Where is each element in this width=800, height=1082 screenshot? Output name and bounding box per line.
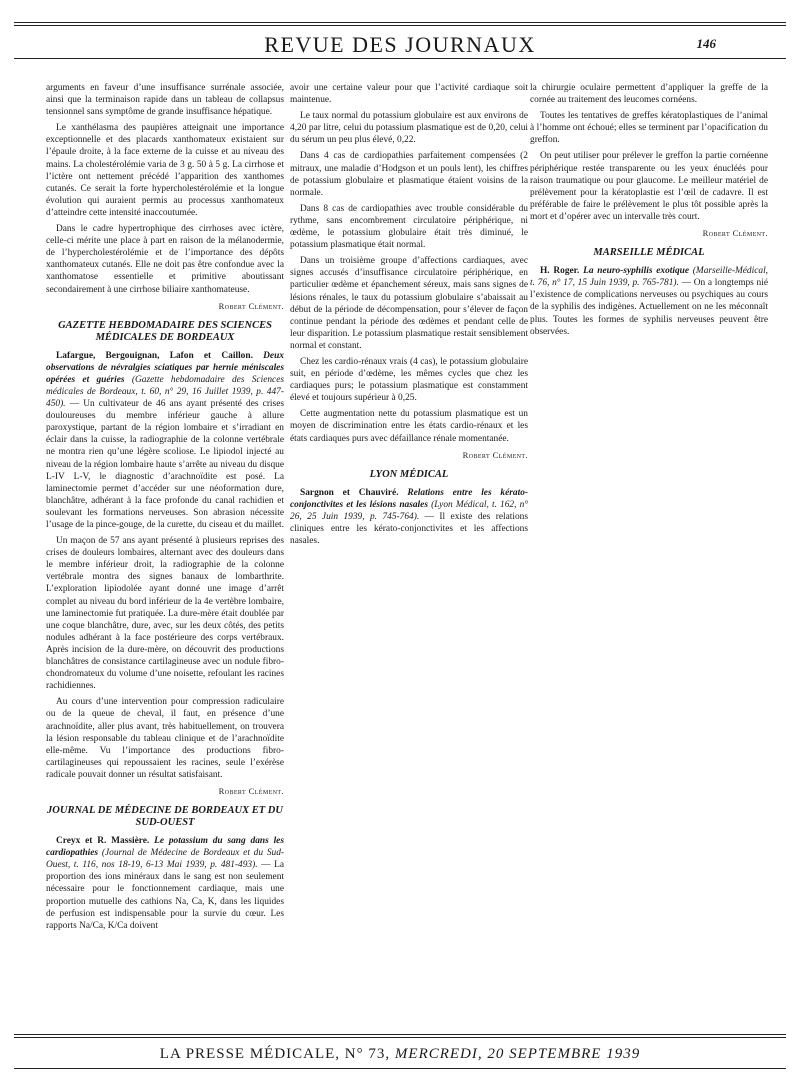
article-authors: H. Roger. — [540, 266, 580, 277]
section-title: GAZETTE HEBDOMADAIRE DES SCIENCES MÉDICALES DE BORDEAUX — [58, 319, 272, 343]
header-rule-top — [14, 22, 786, 23]
article-authors: Lafargue, Bergouignan, Lafon et Caillon. — [56, 350, 253, 361]
paragraph: Cette augmentation nette du potassium plasmatique est un moyen de discrimination entre les états cardio-rénaux et les états cardiaques purs avec défaillance rénale momentanée. — [290, 409, 528, 444]
paragraph: On peut utiliser pour prélever le greffon la partie cornéenne périphérique restée transparente ou les yeux énucléés pour raison traumatique ou pour glaucome. Le meilleur matériel de prélèvement pour la kératoplastie est l’œil de cadavre. Il est préférable de faire le prélèvement le plus tôt possible après la mort et d’opérer avec un intervalle très court. — [530, 151, 768, 222]
header-rule-bottom — [14, 58, 786, 59]
article-entry — [290, 487, 528, 547]
article-source: (Gazette hebdomadaire des Sciences médicales de Bordeaux, t. 60, n° 29, 16 Juillet 1939, p. 447-450). — [46, 374, 285, 410]
paragraph: arguments en faveur d’une insuffisance surrénale associée, ainsi que la terminaison rapide dans un tableau de collapsus tensionnel sans symptôme de grande insuffisance hépatique. — [46, 83, 284, 118]
journal-title: REVUE DES JOURNAUX — [264, 32, 536, 57]
article-entry — [530, 265, 768, 338]
article-title: Deux observations de névralgies sciatiques par hernie méniscales opérées et guéries — [46, 350, 284, 385]
paragraph: Un maçon de 57 ans ayant présenté à plusieurs reprises des crises de douleurs lombaires, alternant avec des douleurs dans le membre inférieur droit, la radiographie de la colonne vertébrale montra des signes banaux de lombarthrite. L’exploration lipiodolée ayant donné une image d’arrêt complet au niveau du bord inférieur de la 4e vertèbre lombaire, une laminectomie fut pratiquée. La dure-mère était doublée par une coque blanchâtre, dure, avec, sur les deux côtés, des petits nodules adhérant à la face postérieure des corps vertébraux. Après incision de la dure-mère, on découvrit des productions blanchâtres de consistance cartilagineuse avec un nodule fibro-chondromateux du volume d’une noisette, refoulant les racines rachidiennes. — [46, 536, 284, 692]
signature: Robert Clément. — [218, 300, 284, 311]
page-number: 146 — [696, 36, 716, 51]
article-entry — [46, 835, 284, 932]
footer-line — [0, 1046, 800, 1063]
paragraph: Toutes les tentatives de greffes kératoplastiques de l’animal à l’homme ont échoué; elles se terminent par l’opacification du greffon. — [530, 111, 768, 146]
paragraph: Au cours d’une intervention pour compression radiculaire ou de la queue de cheval, il faut, en présence d’une arachnoïdite, aller plus avant, très habituellement, on trouvera la lésion responsable du tableau clinique et de l’arachnoïdite elle-même. Vu l’importance des productions fibro-cartilagineuses qui repoussaient les racines, seule l’exérèse radicale pouvait donner un résultat satisfaisant. — [46, 697, 284, 780]
paragraph: avoir une certaine valeur pour que l’activité cardiaque soit maintenue. — [290, 83, 528, 106]
footer-publication: LA PRESSE MÉDICALE, N° 73, — [159, 1046, 391, 1062]
column-left — [46, 82, 284, 936]
paragraph: la chirurgie oculaire permettent d’appliquer la greffe de la cornée au traitement des leucomes cornéens. — [530, 83, 768, 106]
article-title: Relations entre les kérato-conjonctivites et les lésions nasales — [290, 487, 529, 510]
article-text: — Il existe des relations cliniques entre les kérato-conjonctivites et les affections nasales. — [290, 511, 529, 547]
signature: Robert Clément. — [702, 228, 768, 239]
article-text: — Un cultivateur de 46 ans ayant présenté des crises douloureuses du membre inférieur gauche à allure paroxystique, partant de la région lombaire et s’irradiant en éclair dans la cuisse, la radiographie de la colonne vertébrale ne montra rien qu’une légère scoliose. Le lipiodol injecté au niveau de la région lombaire haute s’arrête au niveau du disque L-IV L-V, le diagnostic d’arachnoïdite est posé. La laminectomie permet d’accéder sur une néoformation dure, blanchâtre, adhérant à la face profonde du canal rachidien et soulevant les formations nerveuses. Son abrasion nécessite l’usage de la pince-gouge, de la curette, du ciseau et du maillet. — [46, 399, 284, 530]
footer-date: MERCREDI, 20 SEPTEMBRE 1939 — [394, 1046, 641, 1062]
article-source: (Journal de Médecine de Bordeaux et du Sud-Ouest, t. 116, nos 18-19, 6-13 Mai 1939, p. 481-493). — [46, 848, 285, 871]
section-title: MARSEILLE MÉDICAL — [593, 247, 705, 259]
footer-rule-top-double — [14, 1037, 786, 1038]
footer-rule-bottom — [14, 1068, 786, 1069]
article-entry — [46, 350, 284, 531]
column-middle — [290, 82, 528, 551]
section-title: LYON MÉDICAL — [369, 468, 449, 480]
paragraph: Dans 8 cas de cardiopathies avec trouble considérable du rythme, sans encombrement circulatoire périphérique, ni œdème, le potassium globulaire était très diminué, le potassium plasmatique était normal. — [290, 203, 528, 251]
column-right — [530, 82, 768, 342]
header-rule-top-double — [14, 25, 786, 26]
paragraph: Dans 4 cas de cardiopathies parfaitement compensées (2 mitraux, une maladie d’Hodgson et un pouls lent), les chiffres de potassium globulaire et plasmatique étaient voisins de la normale. — [290, 151, 528, 198]
paragraph: Chez les cardio-rénaux vrais (4 cas), le potassium globulaire suit, en période d’œdème, les mêmes cycles que chez les cardiaques purs; le potassium plasmatique est constamment élevé et toujours supérieur à 0,25. — [290, 356, 528, 404]
article-source: (Marseille-Médical, t. 76, n° 17, 15 Juin 1939, p. 765-781). — [530, 266, 769, 289]
article-text: — La proportion des ions minéraux dans le sang est non seulement nécessaire pour le fonctionnement cardiaque, mais une proportion mutuelle des cathions Na, Ca, K, dans les liquides de perfusion est indispensable pour la survie du cœur. Les rapports Na/Ca, K/Ca doivent — [46, 860, 284, 931]
article-source: (Lyon Médical, t. 162, n° 26, 25 Juin 1939, p. 745-764). — [290, 499, 529, 522]
section-title: JOURNAL DE MÉDECINE DE BORDEAUX ET DU SUD-OUEST — [47, 805, 283, 829]
article-authors: Creyx et R. Massière. — [56, 836, 150, 847]
article-text: — On a longtemps nié l’existence de complications nerveuses ou psychiques au cours de la syphilis des indigènes. Actuellement on ne les méconnaît plus. Toutes les formes de syphilis nerveuses peuvent être observées. — [530, 278, 768, 337]
footer-rule-top — [14, 1034, 786, 1035]
paragraph: Dans un troisième groupe d’affections cardiaques, avec signes accusés d’insuffisance circulatoire périphérique, en particulier œdème et épanchement séreux, mais sans signes de lésions rénales, le taux du potassium globulaire s’abaissait au début de la période de décompensation, pour s’élever de façon continue pendant la période des œdèmes et pendant celle de leur disparition. Le potassium plasmatique restait sensiblement normal et constant. — [290, 256, 528, 351]
signature: Robert Clément. — [462, 449, 528, 460]
signature: Robert Clément. — [218, 785, 284, 796]
article-title: Le potassium du sang dans les cardiopathies — [46, 836, 284, 859]
article-title: La neuro-syphilis exotique — [583, 266, 690, 277]
paragraph: Le xanthélasma des paupières atteignait une importance exceptionnelle et des placards xanthomateux existaient sur l’épaule droite, à la face externe de la cuisse et au niveau des mains. La cholestérolémie varia de 3 g. 50 à 5 g. La cirrhose et l’ictère ont nettement précédé l’apparition des xanthomes cutanés. Ce serait la forte hypercholestérolémie et la longue évolution qui auraient permis au processus xanthomateux d’atteindre cette intensité inaccoutumée. — [46, 123, 284, 218]
paragraph: Le taux normal du potassium globulaire est aux environs de 4,20 par litre, celui du potassium plasmatique est de 0,20, celui du sérum un peu plus élevé, 0,22. — [290, 111, 528, 146]
article-authors: Sargnon et Chauviré. — [300, 487, 399, 498]
paragraph: Dans le cadre hypertrophique des cirrhoses avec ictère, celle-ci mérite une place à part en raison de la mélanodermie, de l’hypercholestérolémie et de l’importance des dépôts xanthomateux cutanés. Elle ne doit pas être confondue avec la xanthomatose essentielle et primitive aboutissant secondairement à une cirrhose biliaire xanthomateuse. — [46, 224, 284, 295]
